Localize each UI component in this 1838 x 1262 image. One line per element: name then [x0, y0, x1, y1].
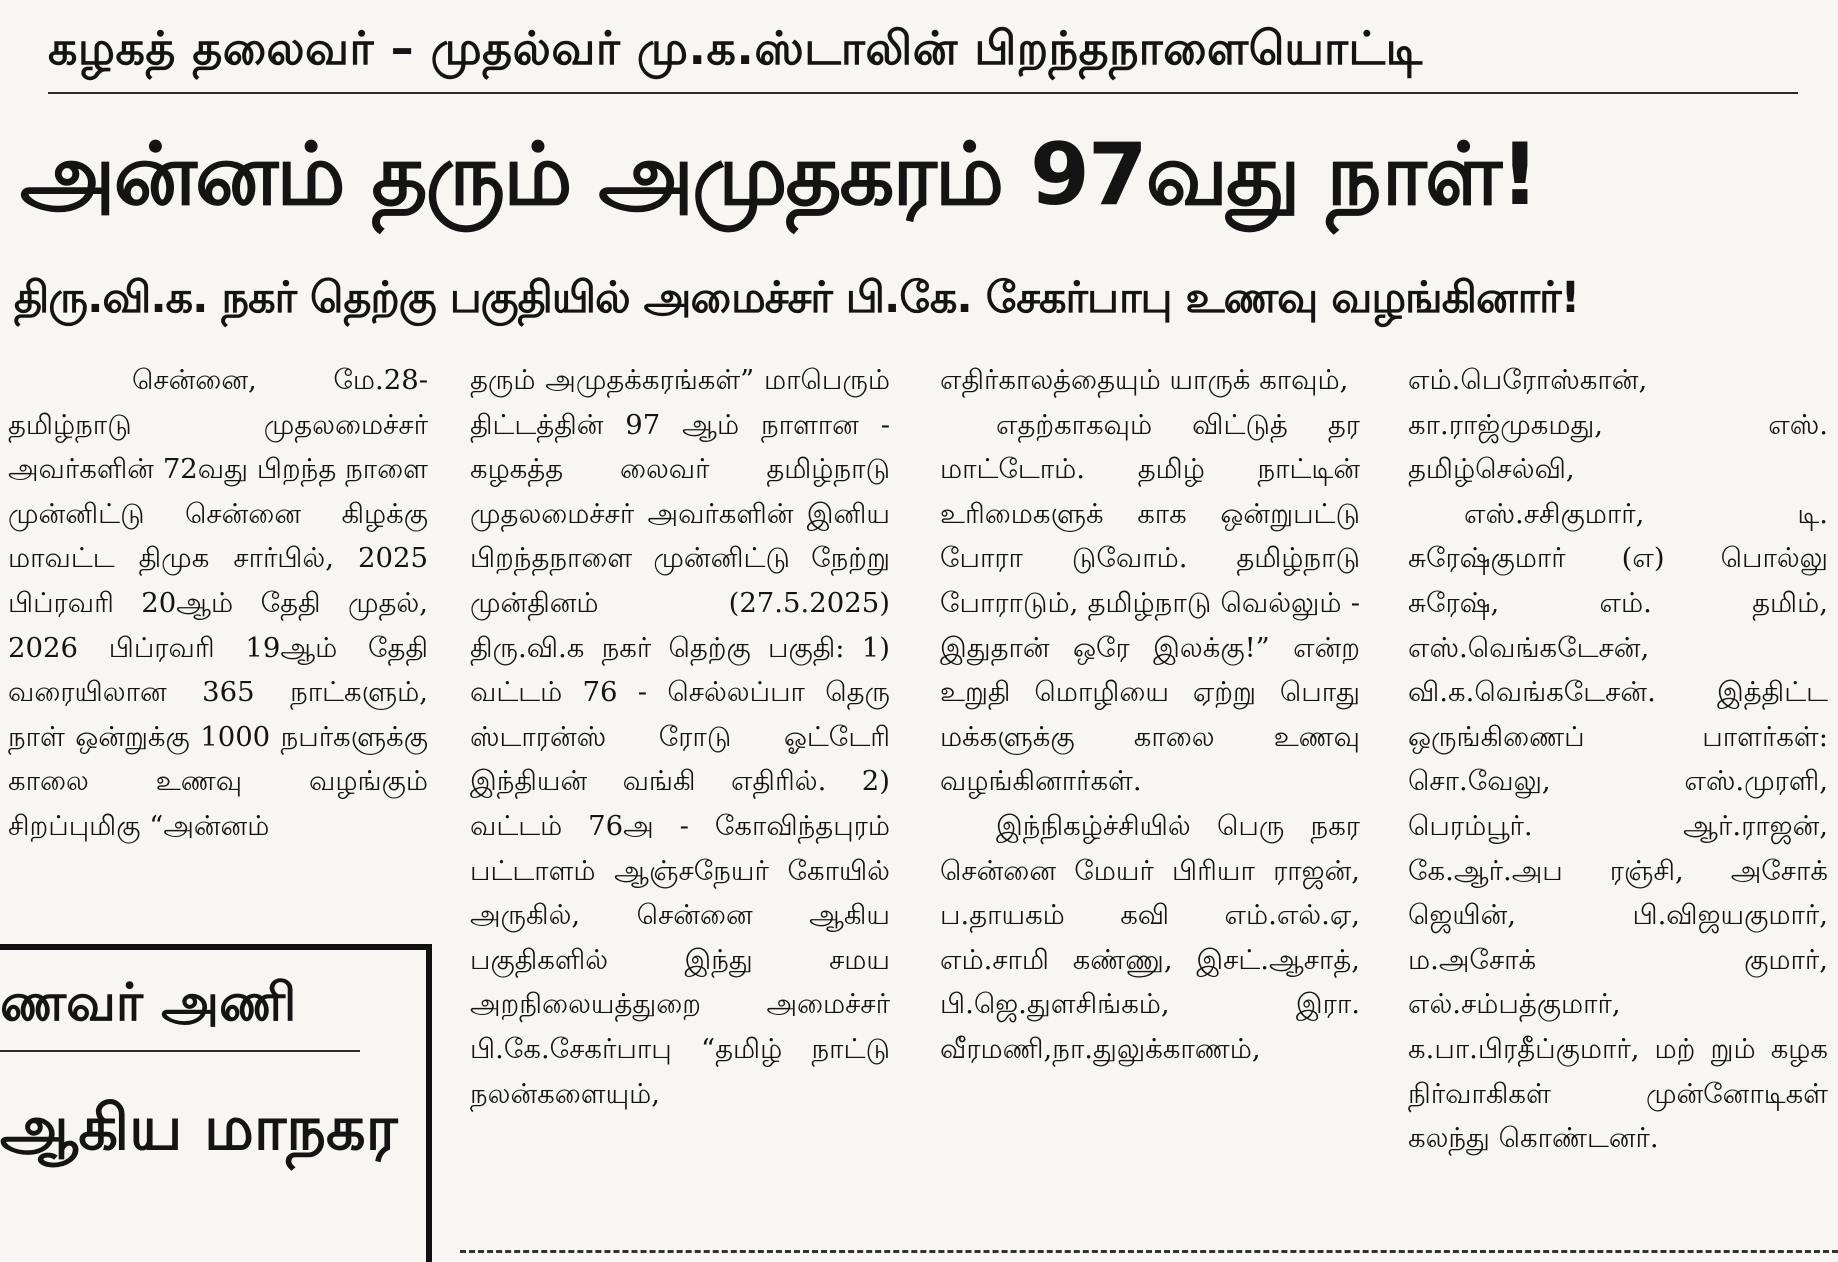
article-column-3 — [940, 358, 1360, 1238]
column-3-paragraph: எதற்காகவும் விட்டுத் தர மாட்டோம். தமிழ் நாட்டின் உரிமைகளுக் காக ஒன்றுபட்டு போரா டுவோம். தமிழ்நாடு போராடும், தமிழ்நாடு வெல்லும் - இதுதான் ஒரே இலக்கு!” என்ற உறுதி மொழியை ஏற்று பொது மக்களுக்கு காலை உணவு வழங்கினார்கள். — [940, 408, 1360, 798]
adjacent-article-box — [0, 944, 432, 1262]
kicker-divider — [48, 92, 1798, 94]
column-2-paragraph: தரும் அமுதக்கரங்கள்” மாபெரும் திட்டத்தின் 97 ஆம் நாளான - கழகத்த லைவர் தமிழ்நாடு முதலமைச்சர் அவர்களின் இனிய பிறந்தநாளை முன்னிட்டு நேற்று முன்தினம் (27.5.2025) திரு.வி.க நகர் தெற்கு பகுதி: 1) வட்டம் 76 - செல்லப்பா தெரு ஸ்டாரன்ஸ் ரோடு ஓட்டேரி இந்தியன் வங்கி எதிரில். 2) வட்டம் 76அ - கோவிந்தபுரம் பட்டாளம் ஆஞ்சநேயர் கோயில் அருகில், சென்னை ஆகிய பகுதிகளில் இந்து சமய அறநிலையத்துறை அமைச்சர் பி.கே.சேகர்பாபு “தமிழ் நாட்டு நலன்களையும், — [470, 364, 890, 1110]
column-4-paragraph: எம்.பெரோஸ்கான், கா.ராஜ்முகமது, எஸ். தமிழ்செல்வி, — [1408, 364, 1828, 486]
column-1-paragraph: சென்னை, மே.28- தமிழ்நாடு முதலமைச்சர் அவர்களின் 72வது பிறந்த நாளை முன்னிட்டு சென்னை கிழக்கு மாவட்ட திமுக சார்பில், 2025 பிப்ரவரி 20ஆம் தேதி முதல், 2026 பிப்ரவரி 19ஆம் தேதி வரையிலான 365 நாட்களும், நாள் ஒன்றுக்கு 1000 நபர்களுக்கு காலை உணவு வழங்கும் சிறப்புமிகு “அன்னம் — [8, 364, 428, 842]
article-subheadline: திரு.வி.க. நகர் தெற்கு பகுதியில் அமைச்சர் பி.கே. சேகர்பாபு உணவு வழங்கினார்! — [14, 273, 1580, 323]
article-headline: அன்னம் தரும் அமுதகரம் 97வது நாள்! — [20, 125, 1538, 225]
article-kicker: கழகத் தலைவர் – முதல்வர் மு.க.ஸ்டாலின் பிறந்தநாளையொட்டி — [48, 21, 1423, 75]
column-3-paragraph: இந்நிகழ்ச்சியில் பெரு நகர சென்னை மேயர் பிரியா ராஜன், ப.தாயகம் கவி எம்.எல்.ஏ, எம்.சாமி கண்ணு, இசட்.ஆசாத், பி.ஜெ.துளசிங்கம், இரா. வீரமணி,நா.துலுக்காணம், — [940, 809, 1360, 1065]
column-4-paragraph: எஸ்.சசிகுமார், டி. சுரேஷ்குமார் (எ) பொல்லு சுரேஷ், எம். தமிம், எஸ்.வெங்கடேசன், வி.க.வெங்கடேசன். இத்திட்ட ஒருங்கிணைப் பாளர்கள்: சொ.வேலு, எஸ்.முரளி, பெரம்பூர். ஆர்.ராஜன், கே.ஆர்.அப ரஞ்சி, அசோக் ஜெயின், பி.விஜயகுமார், ம.அசோக் குமார், எல்.சம்பத்குமார், க.பா.பிரதீப்குமார், மற் றும் கழக நிர்வாகிகள் முன்னோடிகள் கலந்து கொண்டனர். — [1408, 497, 1828, 1155]
article-column-1 — [8, 358, 428, 918]
adjacent-box-headline: ஆகிய மாநகர — [0, 1091, 398, 1164]
dashed-divider — [460, 1250, 1838, 1253]
column-3-paragraph: எதிர்காலத்தையும் யாருக் காவும், — [940, 364, 1349, 396]
article-column-4 — [1408, 358, 1828, 1238]
adjacent-box-heading: ணவர் அணி — [0, 973, 297, 1033]
article-column-2 — [470, 358, 890, 1258]
adjacent-box-divider — [0, 1050, 360, 1052]
